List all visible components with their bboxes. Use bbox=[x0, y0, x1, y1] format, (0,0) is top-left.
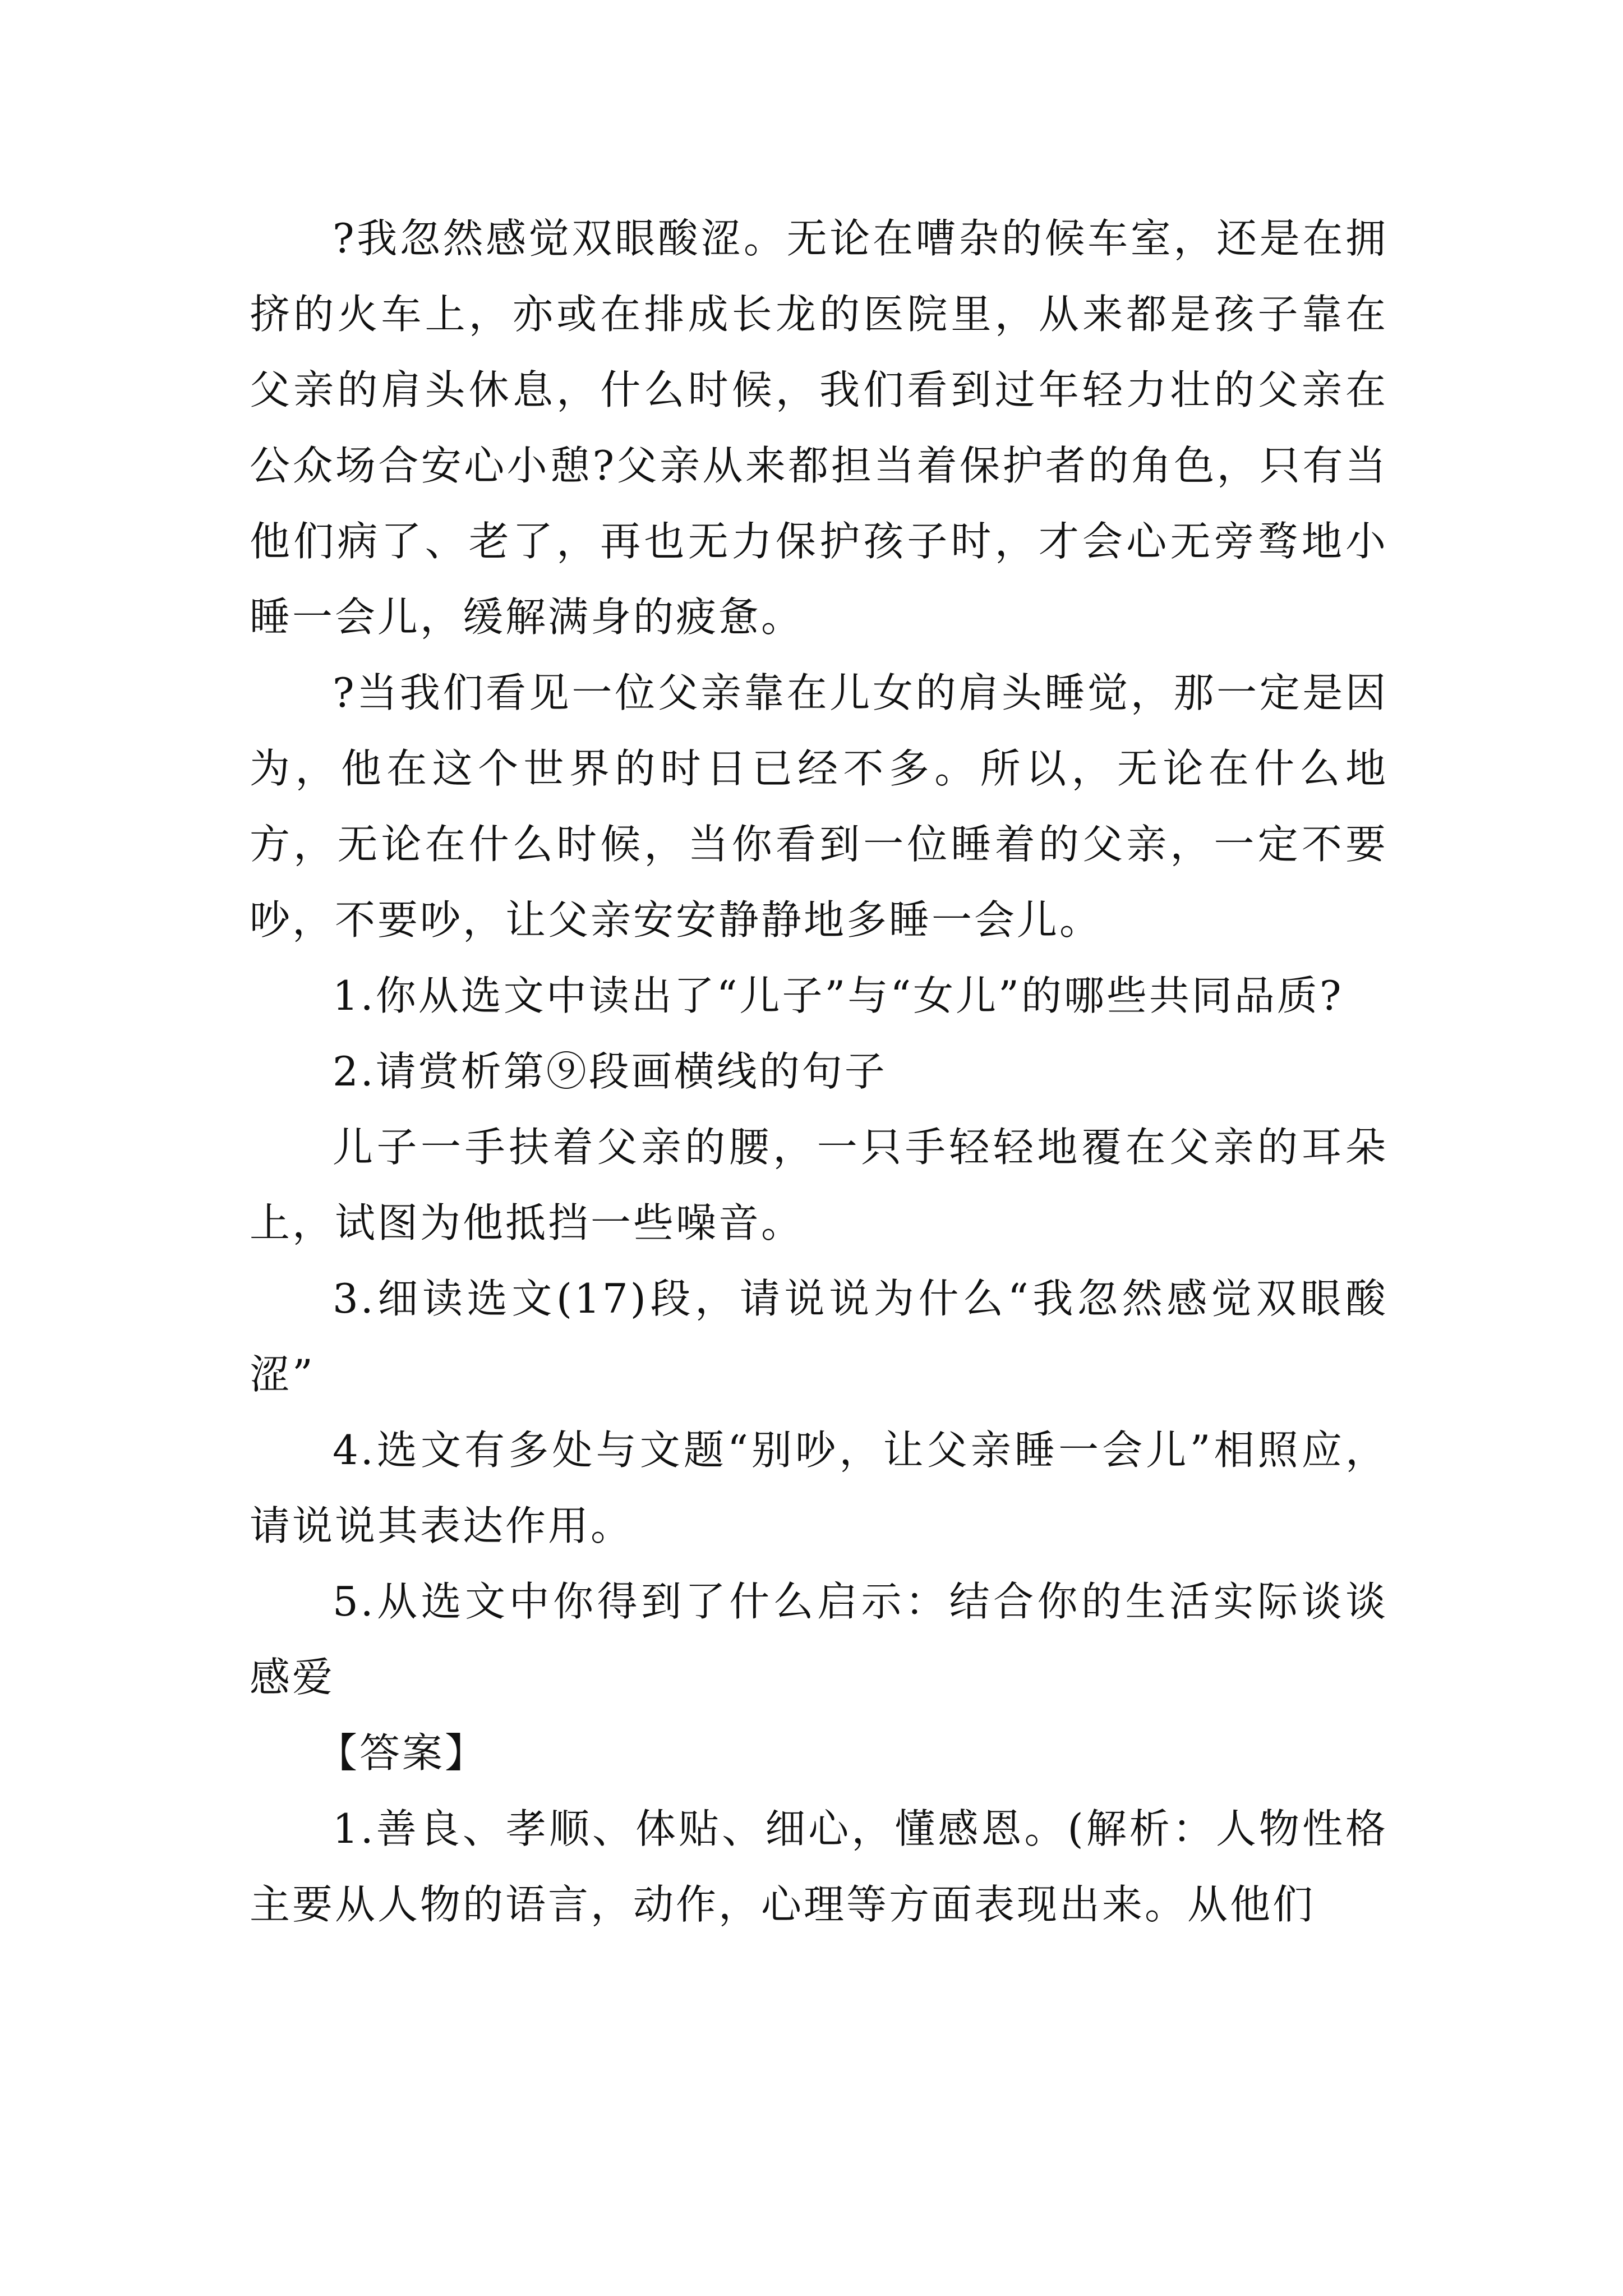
answer-1: 1.善良、孝顺、体贴、细心，懂感恩。(解析：人物性格主要从人物的语言，动作，心理等方面表现出来。从他们 bbox=[250, 1805, 1388, 1928]
question-3: 3.细读选文(17)段，请说说为什么“我忽然感觉双眼酸涩” bbox=[250, 1275, 1388, 1398]
quoted-sentence: 儿子一手扶着父亲的腰，一只手轻轻地覆在父亲的耳朵上，试图为他抵挡一些噪音。 bbox=[250, 1124, 1388, 1246]
document-page bbox=[250, 201, 1388, 1943]
question-5: 5.从选文中你得到了什么启示：结合你的生活实际谈谈感爱 bbox=[250, 1578, 1388, 1701]
question-1: 1.你从选文中读出了“儿子”与“女儿”的哪些共同品质? bbox=[333, 972, 1344, 1019]
paragraph: ?当我们看见一位父亲靠在儿女的肩头睡觉，那一定是因为，他在这个世界的时日已经不多。所以，无论在什么地方，无论在什么时候，当你看到一位睡着的父亲，一定不要吵，不要吵，让父亲安安静静地多睡一会儿。 bbox=[250, 669, 1388, 944]
question-4: 4.选文有多处与文题“别吵，让父亲睡一会儿”相照应，请说说其表达作用。 bbox=[250, 1427, 1388, 1549]
answer-heading: 【答案】 bbox=[317, 1729, 488, 1777]
question-2: 2.请赏析第⑨段画横线的句子 bbox=[333, 1048, 887, 1095]
paragraph: ?我忽然感觉双眼酸涩。无论在嘈杂的候车室，还是在拥挤的火车上，亦或在排成长龙的医院里，从来都是孩子靠在父亲的肩头休息，什么时候，我们看到过年轻力壮的父亲在公众场合安心小憩?父亲从来都担当着保护者的角色，只有当他们病了、老了，再也无力保护孩子时，才会心无旁骛地小睡一会儿，缓解满身的疲惫。 bbox=[250, 215, 1388, 641]
